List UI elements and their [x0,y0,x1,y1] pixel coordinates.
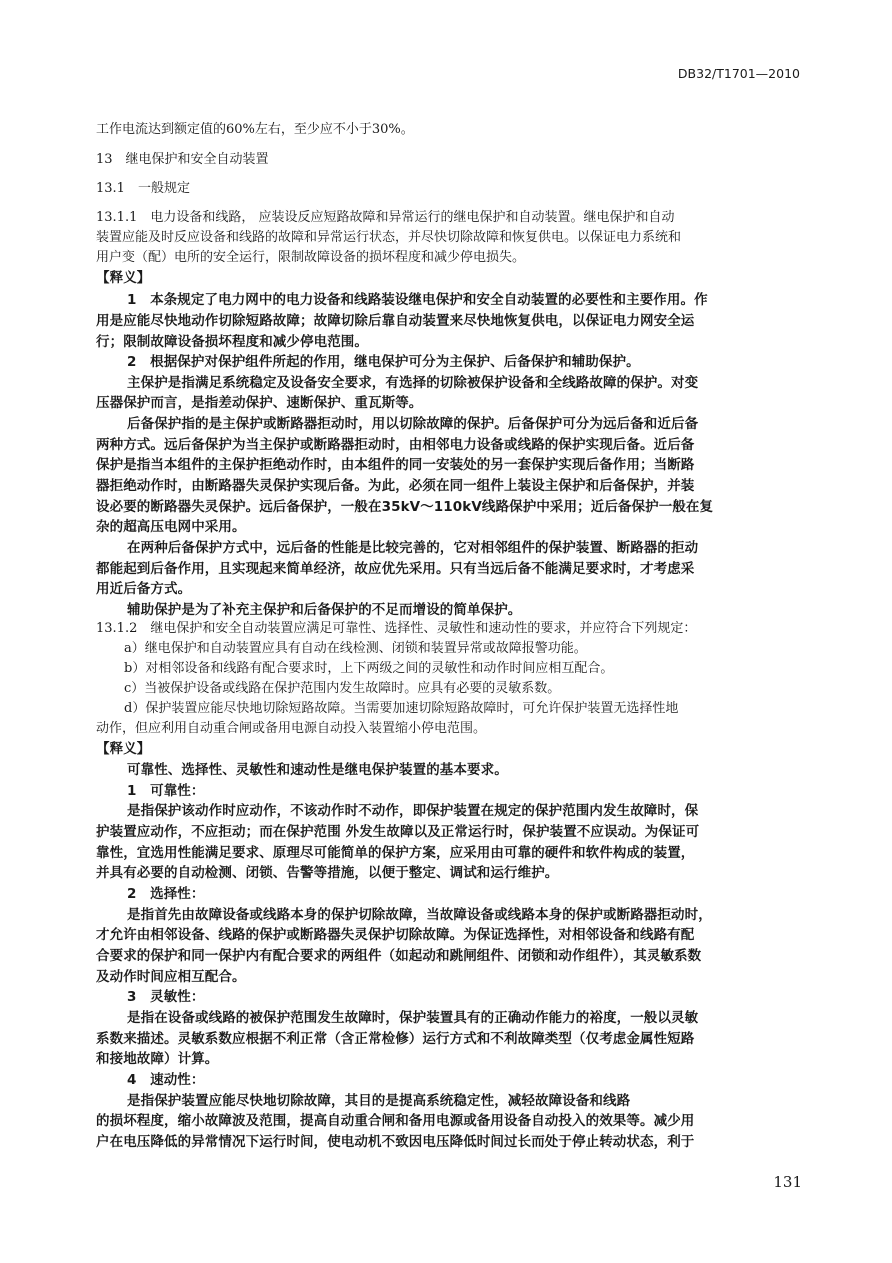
text-line: a）继电保护和自动装置应具有自动在线检测、闭锁和装置异常或故障报警功能。 [124,641,587,656]
text-line: 1 本条规定了电力网中的电力设备和线路装设继电保护和安全自动装置的必要性和主要作用。作 [127,292,708,308]
text-line: 装置应能及时反应设备和线路的故障和异常运行状态，并尽快切除故障和恢复供电。以保证电力系统和 [96,230,682,245]
text-line: 2 根据保护对保护组件所起的作用，继电保护可分为主保护、后备保护和辅助保护。 [127,354,640,370]
text-line: 行；限制故障设备损坏程度和减少停电范围。 [96,334,368,350]
text-line: 【释义】 [96,270,151,286]
text-line: 动作，但应利用自动重合闸或备用电源自动投入装置缩小停电范围。 [96,721,487,736]
text-line: 压器保护而言，是指差动保护、速断保护、重瓦斯等。 [96,395,423,411]
text-line: 靠性，宜选用性能满足要求、原理尽可能简单的保护方案，应采用由可靠的硬件和软件构成的装置， [96,845,695,861]
text-line: 系数来描述。灵敏系数应根据不利正常（含正常检修）运行方式和不利故障类型（仅考虑金属性短路 [96,1031,695,1047]
text-line: 保护是指当本组件的主保护拒绝动作时，由本组件的同一安装处的另一套保护实现后备作用；当断路 [96,457,695,473]
text-line: 在两种后备保护方式中，远后备的性能是比较完善的，它对相邻组件的保护装置、断路器的拒动 [127,540,699,556]
text-line: 是指保护装置应能尽快地切除故障，其目的是提高系统稳定性，减轻故障设备和线路 [127,1093,631,1109]
text-line: 用是应能尽快地动作切除短路故障；故障切除后靠自动装置来尽快地恢复供电，以保证电力网安全运 [96,313,695,329]
text-line: 可靠性、选择性、灵敏性和速动性是继电保护装置的基本要求。 [127,762,508,778]
text-line: d）保护装置应能尽快地切除短路故障。当需要加速切除短路故障时，可允许保护装置无选择性地 [124,701,679,716]
text-line: 2 选择性： [127,886,205,902]
text-line: 13.1 一般规定 [96,181,190,196]
text-line: 4 速动性： [127,1072,205,1088]
text-line: 户在电压降低的异常情况下运行时间，使电动机不致因电压降低时间过长而处于停止转动状态，利于 [96,1134,695,1150]
text-line: 设必要的断路器失灵保护。远后备保护，一般在35kV～110kV线路保护中采用；近后备保护一般在复 [96,499,714,515]
text-line: 是指在设备或线路的被保护范围发生故障时，保护装置具有的正确动作能力的裕度，一般以灵敏 [127,1010,699,1026]
text-line: 的损坏程度，缩小故障波及范围，提高自动重合闸和备用电源或备用设备自动投入的效果等。减少用 [96,1113,695,1129]
document-code-header: DB32/T1701—2010 [677,66,800,81]
text-line: 杂的超高压电网中采用。 [96,519,246,535]
text-line: 合要求的保护和同一保护内有配合要求的两组件（如起动和跳闸组件、闭锁和动作组件），其灵敏系数 [96,948,702,964]
text-line: 主保护是指满足系统稳定及设备安全要求，有选择的切除被保护设备和全线路故障的保护。对变 [127,375,699,391]
text-line: 是指保护该动作时应动作，不该动作时不动作，即保护装置在规定的保护范围内发生故障时，保 [127,803,699,819]
text-line: 是指首先由故障设备或线路本身的保护切除故障，当故障设备或线路本身的保护或断路器拒动时， [127,907,712,923]
text-line: 用近后备方式。 [96,581,192,597]
text-line: 用户变（配）电所的安全运行，限制故障设备的损坏程度和减少停电损失。 [96,250,526,265]
text-line: 器拒绝动作时，由断路器失灵保护实现后备。为此，必须在同一组件上装设主保护和后备保护，并装 [96,478,695,494]
text-line: 及动作时间应相互配合。 [96,969,246,985]
text-line: 才允许由相邻设备、线路的保护或断路器失灵保护切除故障。为保证选择性，对相邻设备和线路有配 [96,927,695,943]
text-line: 和接地故障）计算。 [96,1051,219,1067]
text-line: 【释义】 [96,741,151,757]
text-line: 13 继电保护和安全自动装置 [96,152,269,167]
text-line: 3 灵敏性： [127,989,205,1005]
text-line: b）对相邻设备和线路有配合要求时，上下两级之间的灵敏性和动作时间应相互配合。 [124,661,614,676]
text-line: 13.1.1 电力设备和线路， 应装设反应短路故障和异常运行的继电保护和自动装置。继电保护和自动 [96,210,675,225]
text-line: c）当被保护设备或线路在保护范围内发生故障时。应具有必要的灵敏系数。 [124,681,561,696]
text-line: 1 可靠性： [127,783,205,799]
text-line: 并具有必要的自动检测、闭锁、告警等措施，以便于整定、调试和运行维护。 [96,865,559,881]
page-number: 131 [773,1173,802,1191]
text-line: 后备保护指的是主保护或断路器拒动时，用以切除故障的保护。后备保护可分为远后备和近后备 [127,416,699,432]
text-line: 工作电流达到额定值的60%左右，至少应不小于30%。 [96,122,414,137]
text-line: 都能起到后备作用，且实现起来简单经济，故应优先采用。只有当远后备不能满足要求时，才考虑采 [96,561,695,577]
text-line: 辅助保护是为了补充主保护和后备保护的不足而增设的简单保护。 [127,602,522,618]
text-line: 两种方式。远后备保护为当主保护或断路器拒动时，由相邻电力设备或线路的保护实现后备。近后备 [96,437,695,453]
text-line: 护装置应动作，不应拒动；而在保护范围 外发生故障以及正常运行时，保护装置不应误动。为保证可 [96,824,700,840]
text-line: 13.1.2 继电保护和安全自动装置应满足可靠性、选择性、灵敏性和速动性的要求，并应符合下列规定： [96,621,697,636]
